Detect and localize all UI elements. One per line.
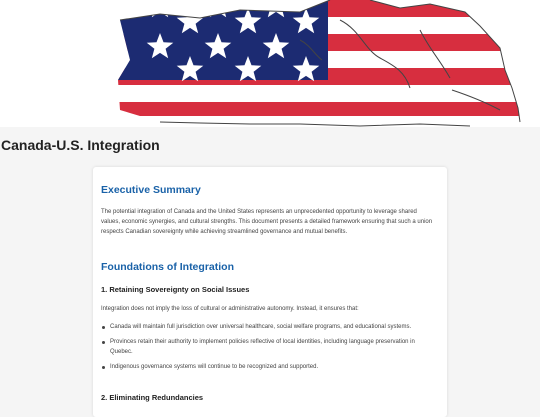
flag-fill [0,0,540,127]
executive-summary-heading: Executive Summary [101,184,201,196]
sovereignty-heading: 1. Retaining Sovereignty on Social Issues [101,285,250,294]
list-item: Canada will maintain full jurisdiction over universal healthcare, social welfare programs, and educational systems. [101,322,437,332]
list-item: Indigenous governance systems will continue to be recognized and supported. [101,362,437,372]
redundancies-heading: 2. Eliminating Redundancies [101,393,204,402]
page-title: Canada-U.S. Integration [1,137,160,153]
list-item: Provinces retain their authority to implement policies reflective of local identities, including language preservation in Quebec. [101,337,437,357]
sovereignty-intro: Integration does not imply the loss of cultural or administrative autonomy. Instead, it ensures that: [101,306,359,312]
foundations-heading: Foundations of Integration [101,261,234,273]
executive-summary-text: The potential integration of Canada and the United States represents an unprecedented opportunity to leverage shared values, economic synergies, and cultural strengths. This document presents a detailed framework ensuring that such a union respects Canadian sovereignty while achieving streamlined governance and mutual benefits. [101,209,433,236]
hero-banner [0,0,540,127]
sovereignty-bullet-list [101,322,437,378]
canada-flag-map-image [0,0,540,127]
document-card [93,167,447,417]
